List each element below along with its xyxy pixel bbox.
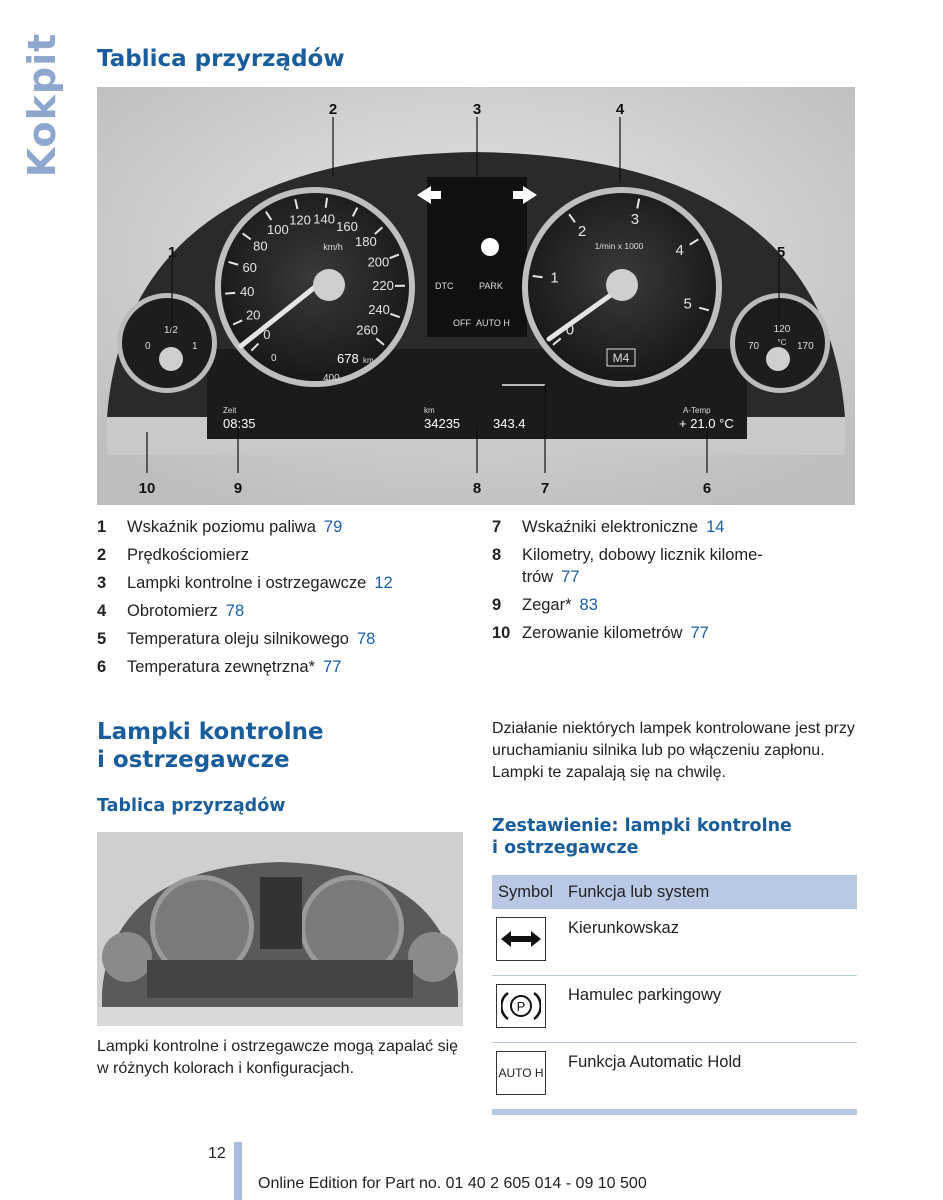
gauge-tick-label: 120: [289, 212, 311, 228]
col-symbol-header: Symbol: [498, 882, 554, 901]
legend-item-3: 3 Lampki kontrolne i ostrzegawcze 12: [97, 574, 393, 592]
gauge-tick-label: 4: [675, 241, 684, 259]
lamp-off: OFF: [453, 318, 471, 328]
legend-item-2: 2 Prędkościomierz: [97, 546, 249, 564]
table-header: [492, 875, 857, 909]
gauge-tick-label: 80: [253, 238, 268, 254]
page-link[interactable]: 77: [323, 658, 342, 676]
parking-brake-icon: [496, 984, 546, 1028]
instrument-cluster-thumbnail: [97, 832, 463, 1026]
legend-item-4: 4 Obrotomierz 78: [97, 602, 245, 620]
callout-7: 7: [540, 480, 550, 497]
page-link[interactable]: 77: [561, 568, 580, 586]
lamp-park: PARK: [479, 281, 503, 291]
trip-meter: 343.4: [493, 416, 526, 431]
page-title: Tablica przyrządów: [97, 46, 345, 72]
temp-label: A-Temp: [683, 406, 711, 415]
gauge-tick-label: 240: [368, 301, 390, 317]
row-label: Hamulec parkingowy: [568, 986, 722, 1004]
callout-10: 10: [138, 480, 156, 497]
time-value: 08:35: [223, 416, 256, 431]
odometer: 34235: [424, 416, 461, 431]
svg-text:P: P: [516, 999, 526, 1014]
legend-item-6: 6 Temperatura zewnętrzna* 77: [97, 658, 342, 676]
callout-5: 5: [776, 244, 786, 261]
footer-bar: [234, 1142, 242, 1200]
callout-8: 8: [472, 480, 482, 497]
table-row: [492, 909, 857, 976]
gauge-tick-label: 40: [239, 284, 255, 300]
gauge-tick-label: 140: [313, 211, 335, 227]
legend-item-5: 5 Temperatura oleju silnikowego 78: [97, 630, 376, 648]
gauge-tick: [326, 198, 327, 208]
oil-70: 70: [748, 341, 760, 352]
gauge-tick-label: 100: [267, 222, 289, 238]
gauge-tick: [225, 293, 235, 294]
row-label: Kierunkowskaz: [568, 919, 679, 937]
page-link[interactable]: 78: [356, 630, 376, 648]
range-zero: 0: [271, 353, 277, 364]
callout-1: 1: [167, 244, 177, 261]
legend-item-9: 9 Zegar* 83: [492, 596, 598, 614]
callout-2: 2: [328, 101, 338, 118]
km-label: km: [424, 406, 435, 415]
paragraph-left: Lampki kontrolne i ostrzegawcze mogą zapalać się w różnych kolorach i konfiguracjach.: [97, 1038, 459, 1077]
gauge-tick-label: 180: [355, 233, 377, 249]
oil-170: 170: [797, 341, 814, 352]
page-link[interactable]: 79: [323, 518, 343, 536]
footer-text: Online Edition for Part no. 01 40 2 605 014 - 09 10 500: [258, 1175, 647, 1192]
range-unit: km: [363, 356, 374, 365]
page-number: 12: [208, 1145, 226, 1162]
gauge-tick-label: 20: [245, 307, 261, 323]
auto-hold-icon: AUTO H: [496, 1051, 546, 1095]
tacho-unit: 1/min x 1000: [594, 241, 644, 251]
gauge-tick-label: 1: [550, 269, 559, 287]
col-function-header: Funkcja lub system: [568, 882, 710, 901]
gauge-tick-label: 0: [565, 321, 575, 339]
gauge-tick-label: 60: [242, 260, 257, 276]
speedo-unit: km/h: [323, 242, 343, 252]
side-tab-label: Kokpit: [20, 32, 64, 178]
instrument-cluster-image: [97, 87, 855, 505]
turn-signal-icon: [496, 917, 546, 961]
legend-item-8: 8 Kilometry, dobowy licznik kilome- trów 77: [492, 546, 763, 586]
lamp-dtc: DTC: [435, 281, 454, 291]
legend-item-1: 1 Wskaźnik poziomu paliwa 79: [97, 518, 343, 536]
symbol-table: [492, 875, 857, 1115]
page-link[interactable]: 77: [690, 624, 709, 642]
gauge-tick-label: 3: [630, 211, 640, 229]
paragraph-right: Działanie niektórych lampek kontrolowane jest przy uruchamianiu silnika lub po włączeniu zapłonu. Lampki te zapalają się na chwilę.: [492, 720, 855, 781]
fuel-one: 1: [192, 341, 198, 352]
gauge-tick-label: 160: [336, 219, 358, 235]
section-heading: Lampki kontrolne i ostrzegawcze: [97, 719, 324, 773]
gauge-tick-label: 260: [356, 322, 378, 338]
table-heading: Zestawienie: lampki kontrolne i ostrzegawcze: [492, 816, 792, 858]
legend-right: [492, 513, 862, 647]
row-label: Funkcja Automatic Hold: [568, 1053, 742, 1071]
gauge-tick-label: 220: [372, 278, 394, 294]
legend-left: [97, 513, 477, 681]
legend-item-7: 7 Wskaźniki elektroniczne 14: [492, 518, 725, 536]
gear-indicator: M4: [612, 351, 630, 365]
callout-3: 3: [472, 101, 482, 118]
time-label: Zeit: [223, 406, 237, 415]
gauge-tick-label: 0: [263, 327, 271, 343]
lamp-autoh: AUTO H: [476, 318, 510, 328]
table-row: [492, 976, 857, 1043]
fuel-half: 1/2: [164, 325, 178, 336]
range-mark: 400: [323, 373, 340, 384]
page-link[interactable]: 12: [374, 574, 393, 592]
page-link[interactable]: 78: [225, 602, 245, 620]
gauge-tick: [533, 276, 543, 277]
gauge-tick-label: 5: [683, 295, 692, 313]
range-value: 678: [337, 351, 359, 366]
fuel-zero: 0: [145, 341, 151, 352]
page-link[interactable]: 14: [706, 518, 725, 536]
oil-unit: °C: [777, 338, 787, 347]
legend-item-10: 10 Zerowanie kilometrów 77: [492, 624, 709, 642]
oil-120: 120: [773, 324, 791, 335]
callout-9: 9: [233, 480, 243, 497]
page-link[interactable]: 83: [579, 596, 598, 614]
callout-6: 6: [702, 480, 712, 497]
section-subheading: Tablica przyrządów: [97, 796, 286, 816]
callout-4: 4: [615, 101, 625, 118]
gauge-tick-label: 200: [367, 254, 390, 270]
temp-value: + 21.0 °C: [679, 416, 734, 431]
side-tab: [18, 32, 66, 178]
gauge-tick-label: 2: [577, 222, 587, 240]
table-row: [492, 1043, 857, 1110]
